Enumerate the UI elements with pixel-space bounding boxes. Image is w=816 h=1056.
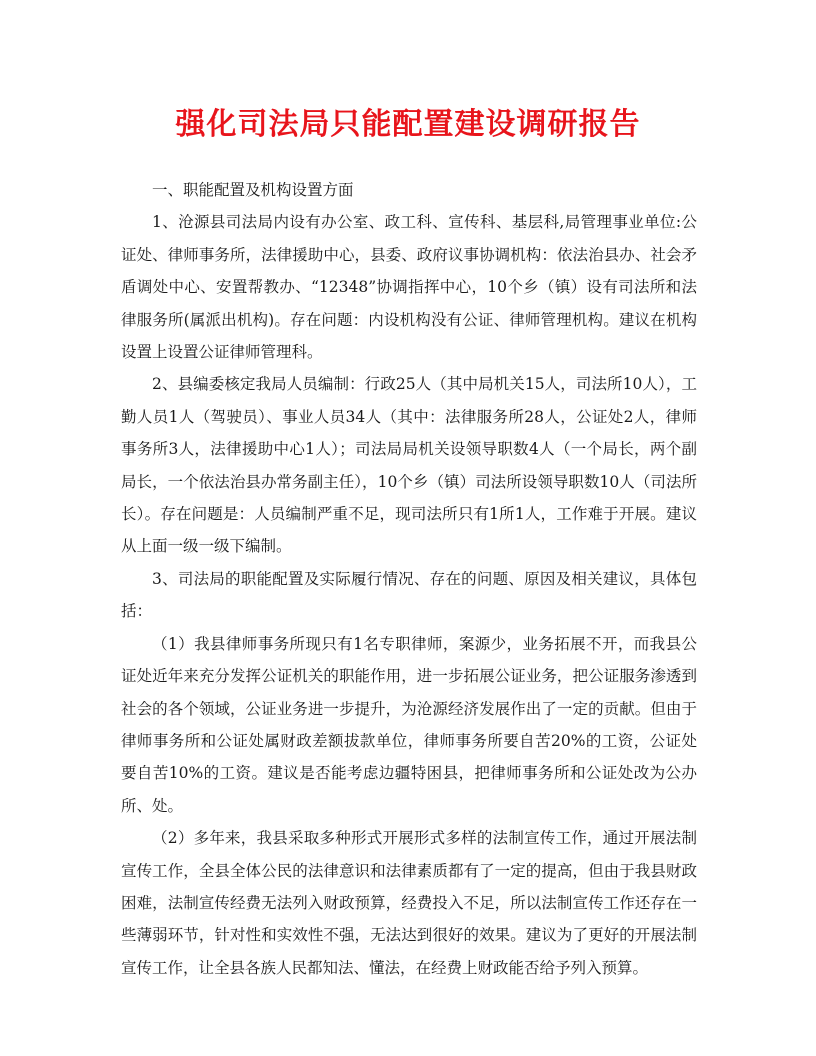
document-body <box>121 174 697 984</box>
paragraph: （1）我县律师事务所现只有1名专职律师，案源少，业务拓展不开，而我县公证处近年来充分发挥公证机关的职能作用，进一步拓展公证业务，把公证服务渗透到社会的各个领域，公证业务进一步提升，为沧源经济发展作出了一定的贡献。但由于律师事务所和公证处属财政差额拔款单位，律师事务所要自苦20%的工资，公证处要自苦10%的工资。建议是否能考虑边疆特困县，把律师事务所和公证处改为公办所、处。 <box>121 634 697 815</box>
paragraph: （2）多年来，我县采取多种形式开展形式多样的法制宣传工作，通过开展法制宣传工作，全县全体公民的法律意识和法律素质都有了一定的提高，但由于我县财政困难，法制宣传经费无法列入财政预算，经费投入不足，所以法制宣传工作还存在一些薄弱环节，针对性和实效性不强，无法达到很好的效果。建议为了更好的开展法制宣传工作，让全县各族人民都知法、懂法，在经费上财政能否给予列入预算。 <box>121 829 697 977</box>
document-title: 强化司法局只能配置建设调研报告 <box>175 107 641 142</box>
paragraph: 2、县编委核定我局人员编制：行政25人（其中局机关15人，司法所10人），工勤人员1人（驾驶员）、事业人员34人（其中：法律服务所28人，公证处2人，律师事务所3人，法律援助中心1人）；司法局局机关设领导职数4人（一个局长，两个副局长，一个依法治县办常务副主任），10个乡（镇）司法所设领导职数10人（司法所长）。存在问题是：人员编制严重不足，现司法所只有1所1人，工作难于开展。建议从上面一级一级下编制。 <box>121 375 697 556</box>
paragraph: 1、沧源县司法局内设有办公室、政工科、宣传科、基层科,局管理事业单位:公证处、律师事务所，法律援助中心，县委、政府议事协调机构：依法治县办、社会矛盾调处中心、安置帮教办、“12348”协调指挥中心，10个乡（镇）设有司法所和法律服务所(属派出机构)。存在问题：内设机构没有公证、律师管理机构。建议在机构设置上设置公证律师管理科。 <box>121 213 697 362</box>
section-heading: 一、职能配置及机构设置方面 <box>152 181 354 199</box>
paragraph: 3、司法局的职能配置及实际履行情况、存在的问题、原因及相关建议，具体包括： <box>121 569 697 621</box>
